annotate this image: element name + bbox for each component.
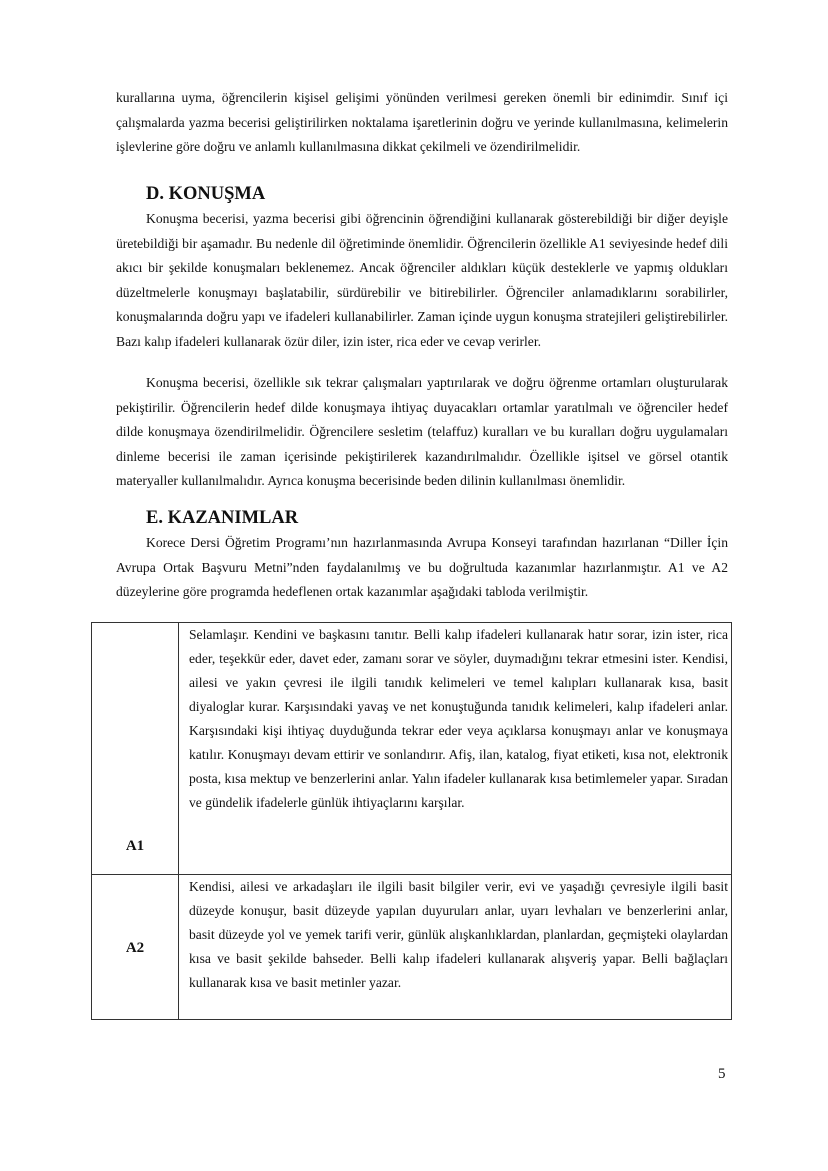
section-e-paragraph: Korece Dersi Öğretim Programı’nın hazırlanmasında Avrupa Konseyi tarafından hazırlanan “Diller İçin Avrupa Ortak Başvuru Metni”nden faydalanılmış ve bu doğrultuda kazanımlar hazırlanmıştır. A1 ve A2 düzeylerine göre programda hedeflenen ortak kazanımlar aşağıdaki tabloda verilmiştir. (116, 535, 728, 599)
section-e-heading: E. KAZANIMLAR (146, 508, 299, 528)
section-d-paragraph-1: Konuşma becerisi, yazma becerisi gibi öğrencinin öğrendiğini kullanarak gösterebildiği bir diğer deyişle üretebildiği bir aşamadır. Bu nedenle dil öğretiminde önemlidir. Öğrencilerin özellikle A1 seviyesinde hedef dili akıcı bir şekilde konuşmaları beklenemez. Ancak öğrenciler aldıkları küçük desteklerle ve yapmış oldukları düzeltmelerle konuşmayı başlatabilir, sürdürebilir ve bitirebilirler. Öğrenciler anlamadıklarını sorabilirler, konuşmalarında doğru yapı ve ifadeleri kullanabilirler. Zaman içinde uygun konuşma stratejileri geliştirebilirler. Bazı kalıp ifadeleri kullanarak özür diler, izin ister, rica eder ve cevap verirler. (116, 211, 728, 349)
table-row (92, 623, 732, 875)
intro-paragraph: kurallarına uyma, öğrencilerin kişisel gelişimi yönünden verilmesi gereken önemli bir edinimdir. Sınıf içi çalışmalarda yazma becerisi geliştirilirken noktalama işaretlerinin doğru ve yerinde kullanılmasına, kelimelerin işlevlerine göre doğru ve anlamlı kullanılmasına dikkat çekilmeli ve özendirilmelidir. (116, 90, 728, 154)
table-row (92, 875, 732, 1020)
level-cell: A1 (92, 623, 179, 875)
kazanimlar-table (91, 622, 732, 1020)
outcome-cell: Selamlaşır. Kendini ve başkasını tanıtır. Belli kalıp ifadeleri kullanarak hatır sorar, izin ister, rica eder, teşekkür eder, davet eder, zamanı sorar ve söyler, duymadığını tekrar etmesini ister. Kendisi, ailesi ve yakın çevresi ile ilgili tanıdık kelimeleri ve temel kalıpları kullanarak kısa, basit diyaloglar kurar. Karşısındaki yavaş ve net konuştuğunda tanıdık kelimeleri, kalıp ifadeleri anlar. Karşısındaki kişi ihtiyaç duyduğunda tekrar eder veya açıklarsa konuşmayı anlar ve konuşmaya katılır. Konuşmayı devam ettirir ve sonlandırır. Afiş, ilan, katalog, fiyat etiketi, kısa not, elektronik posta, kısa mektup ve benzerlerini anlar. Yalın ifadeler kullanarak kısa betimlemeler yapar. Sıradan ve gündelik ifadelerle günlük ihtiyaçlarını karşılar. (179, 623, 732, 875)
section-d-paragraph-2: Konuşma becerisi, özellikle sık tekrar çalışmaları yaptırılarak ve doğru öğrenme ortamları oluşturularak pekiştirilir. Öğrencilerin hedef dilde konuşmaya ihtiyaç duyacakları ortamlar yaratılmalı ve öğrenciler hedef dilde konuşmaya özendirilmelidir. Öğrencilere sesletim (telaffuz) kuralları ve bu kuralları doğru uygulamaları dinleme becerisi ile zaman içerisinde pekiştirilerek kazandırılmalıdır. Özellikle işitsel ve görsel otantik materyaller kullanılmalıdır. Ayrıca konuşma becerisinde beden dilinin kullanılması önemlidir. (116, 375, 728, 488)
outcome-cell: Kendisi, ailesi ve arkadaşları ile ilgili basit bilgiler verir, evi ve yaşadığı çevresiyle ilgili basit düzeyde konuşur, basit düzeyde yapılan duyuruları anlar, uyarı levhaları ve benzerlerini anlar, basit düzeyde yol ve yemek tarifi verir, günlük alışkanlıklardan, planlardan, geçmişteki olaylardan kısa ve basit şekilde bahseder. Belli kalıp ifadeleri kullanarak alışveriş yapar. Belli bağlaçları kullanarak kısa ve basit metinler yazar. (179, 875, 732, 1020)
page-number: 5 (718, 1066, 726, 1082)
level-cell: A2 (92, 875, 179, 1020)
section-d-heading: D. KONUŞMA (146, 184, 266, 204)
